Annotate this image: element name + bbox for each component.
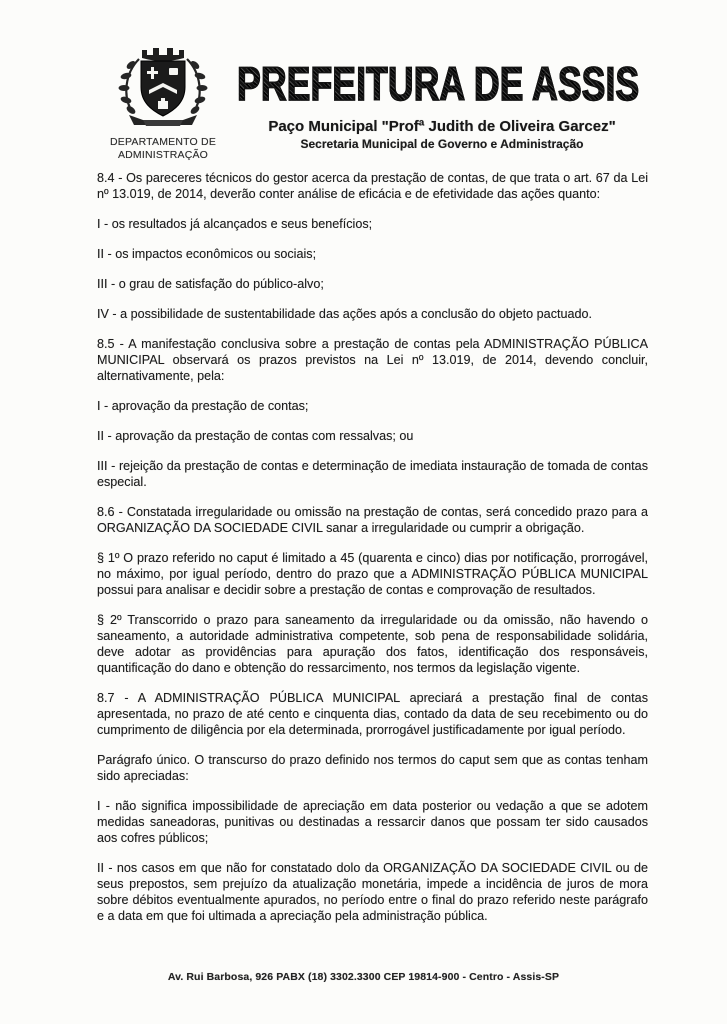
paragraph-unico-item-i: I - não significa impossibilidade de apreciação em data posterior ou vedação a que se adotem medidas saneadoras, punitivas ou destinadas a ressarcir danos que possam ter sido causados aos cofres públicos; xyxy=(97,799,648,845)
paragraph-8-5-item-i: I - aprovação da prestação de contas; xyxy=(97,399,309,413)
paragraph-item-iii: III - o grau de satisfação do público-alvo; xyxy=(97,277,324,291)
paragraph-item-i: I - os resultados já alcançados e seus benefícios; xyxy=(97,217,373,231)
paragraph-item-ii: II - os impactos econômicos ou sociais; xyxy=(97,247,317,261)
paragraph-8-5-item-ii: II - aprovação da prestação de contas com ressalvas; ou xyxy=(97,429,414,443)
paragraph-8-4: 8.4 - Os pareceres técnicos do gestor acerca da prestação de contas, de que trata o art. 67 da Lei nº 13.019, de 2014, deverão conter análise de eficácia e de efetividade das ações quanto: xyxy=(97,171,648,201)
paragraph-8-5: 8.5 - A manifestação conclusiva sobre a prestação de contas pela ADMINISTRAÇÃO PÚBLICA MUNICIPAL observará os prazos previstos na Lei nº 13.019, de 2014, devendo concluir, alternativamente, pela: xyxy=(97,337,648,383)
document-title: PREFEITURA DE ASSIS xyxy=(237,57,640,110)
document-body xyxy=(97,170,648,938)
letterhead-title-block xyxy=(237,56,657,151)
paragraph-unico: Parágrafo único. O transcurso do prazo definido nos termos do caput sem que as contas tenham sido apreciadas: xyxy=(97,753,648,783)
paragraph-8-6-par2: § 2º Transcorrido o prazo para saneamento da irregularidade ou da omissão, não havendo o saneamento, a autoridade administrativa competente, sob pena de responsabilidade solidária, deve adotar as providências para apuração dos fatos, identificação dos responsáveis, quantificação do dano e obtenção do ressarcimento, nos termos da legislação vigente. xyxy=(97,613,648,675)
paragraph-unico-item-ii: II - nos casos em que não for constatado dolo da ORGANIZAÇÃO DA SOCIEDADE CIVIL ou de seus prepostos, sem prejuízo da atualização monetária, impede a incidência de juros de mora sobre débitos eventualmente apurados, no período entre o final do prazo referido neste parágrafo e a data em que foi ultimada a apreciação pela administração pública. xyxy=(97,861,648,923)
paragraph-item-iv: IV - a possibilidade de sustentabilidade das ações após a conclusão do objeto pactuado. xyxy=(97,307,592,321)
paragraph-8-7: 8.7 - A ADMINISTRAÇÃO PÚBLICA MUNICIPAL apreciará a prestação final de contas apresentada, no prazo de até cento e cinquenta dias, contado da data de seu recebimento ou do cumprimento de diligência por ela determinada, prorrogável justificadamente por igual período. xyxy=(97,691,648,737)
letterhead-secretariat: Secretaria Municipal de Governo e Administração xyxy=(300,137,584,151)
paragraph-8-6-par1: § 1º O prazo referido no caput é limitado a 45 (quarenta e cinco) dias por notificação, prorrogável, no máximo, por igual período, dentro do prazo que a ADMINISTRAÇÃO PÚBLICA MUNICIPAL possui para analisar e decidir sobre a prestação de contas e comprovação de resultados. xyxy=(97,551,648,597)
letterhead-subtitle: Paço Municipal "Profª Judith de Oliveira Garcez" xyxy=(268,118,616,135)
department-label-line2: ADMINISTRAÇÃO xyxy=(117,148,209,161)
paragraph-8-6: 8.6 - Constatada irregularidade ou omissão na prestação de contas, será concedido prazo para a ORGANIZAÇÃO DA SOCIEDADE CIVIL sanar a irregularidade ou cumprir a obrigação. xyxy=(97,505,648,535)
department-label xyxy=(98,136,228,161)
paragraph-8-5-item-iii: III - rejeição da prestação de contas e determinação de imediata instauração de tomada de contas especial. xyxy=(97,459,648,489)
assis-coat-of-arms-icon xyxy=(109,45,217,133)
letterhead-logo-block xyxy=(98,45,228,161)
department-label-line1: DEPARTAMENTO DE xyxy=(109,136,217,148)
footer-address: Av. Rui Barbosa, 926 PABX (18) 3302.3300 CEP 19814-900 - Centro - Assis-SP xyxy=(167,971,560,983)
